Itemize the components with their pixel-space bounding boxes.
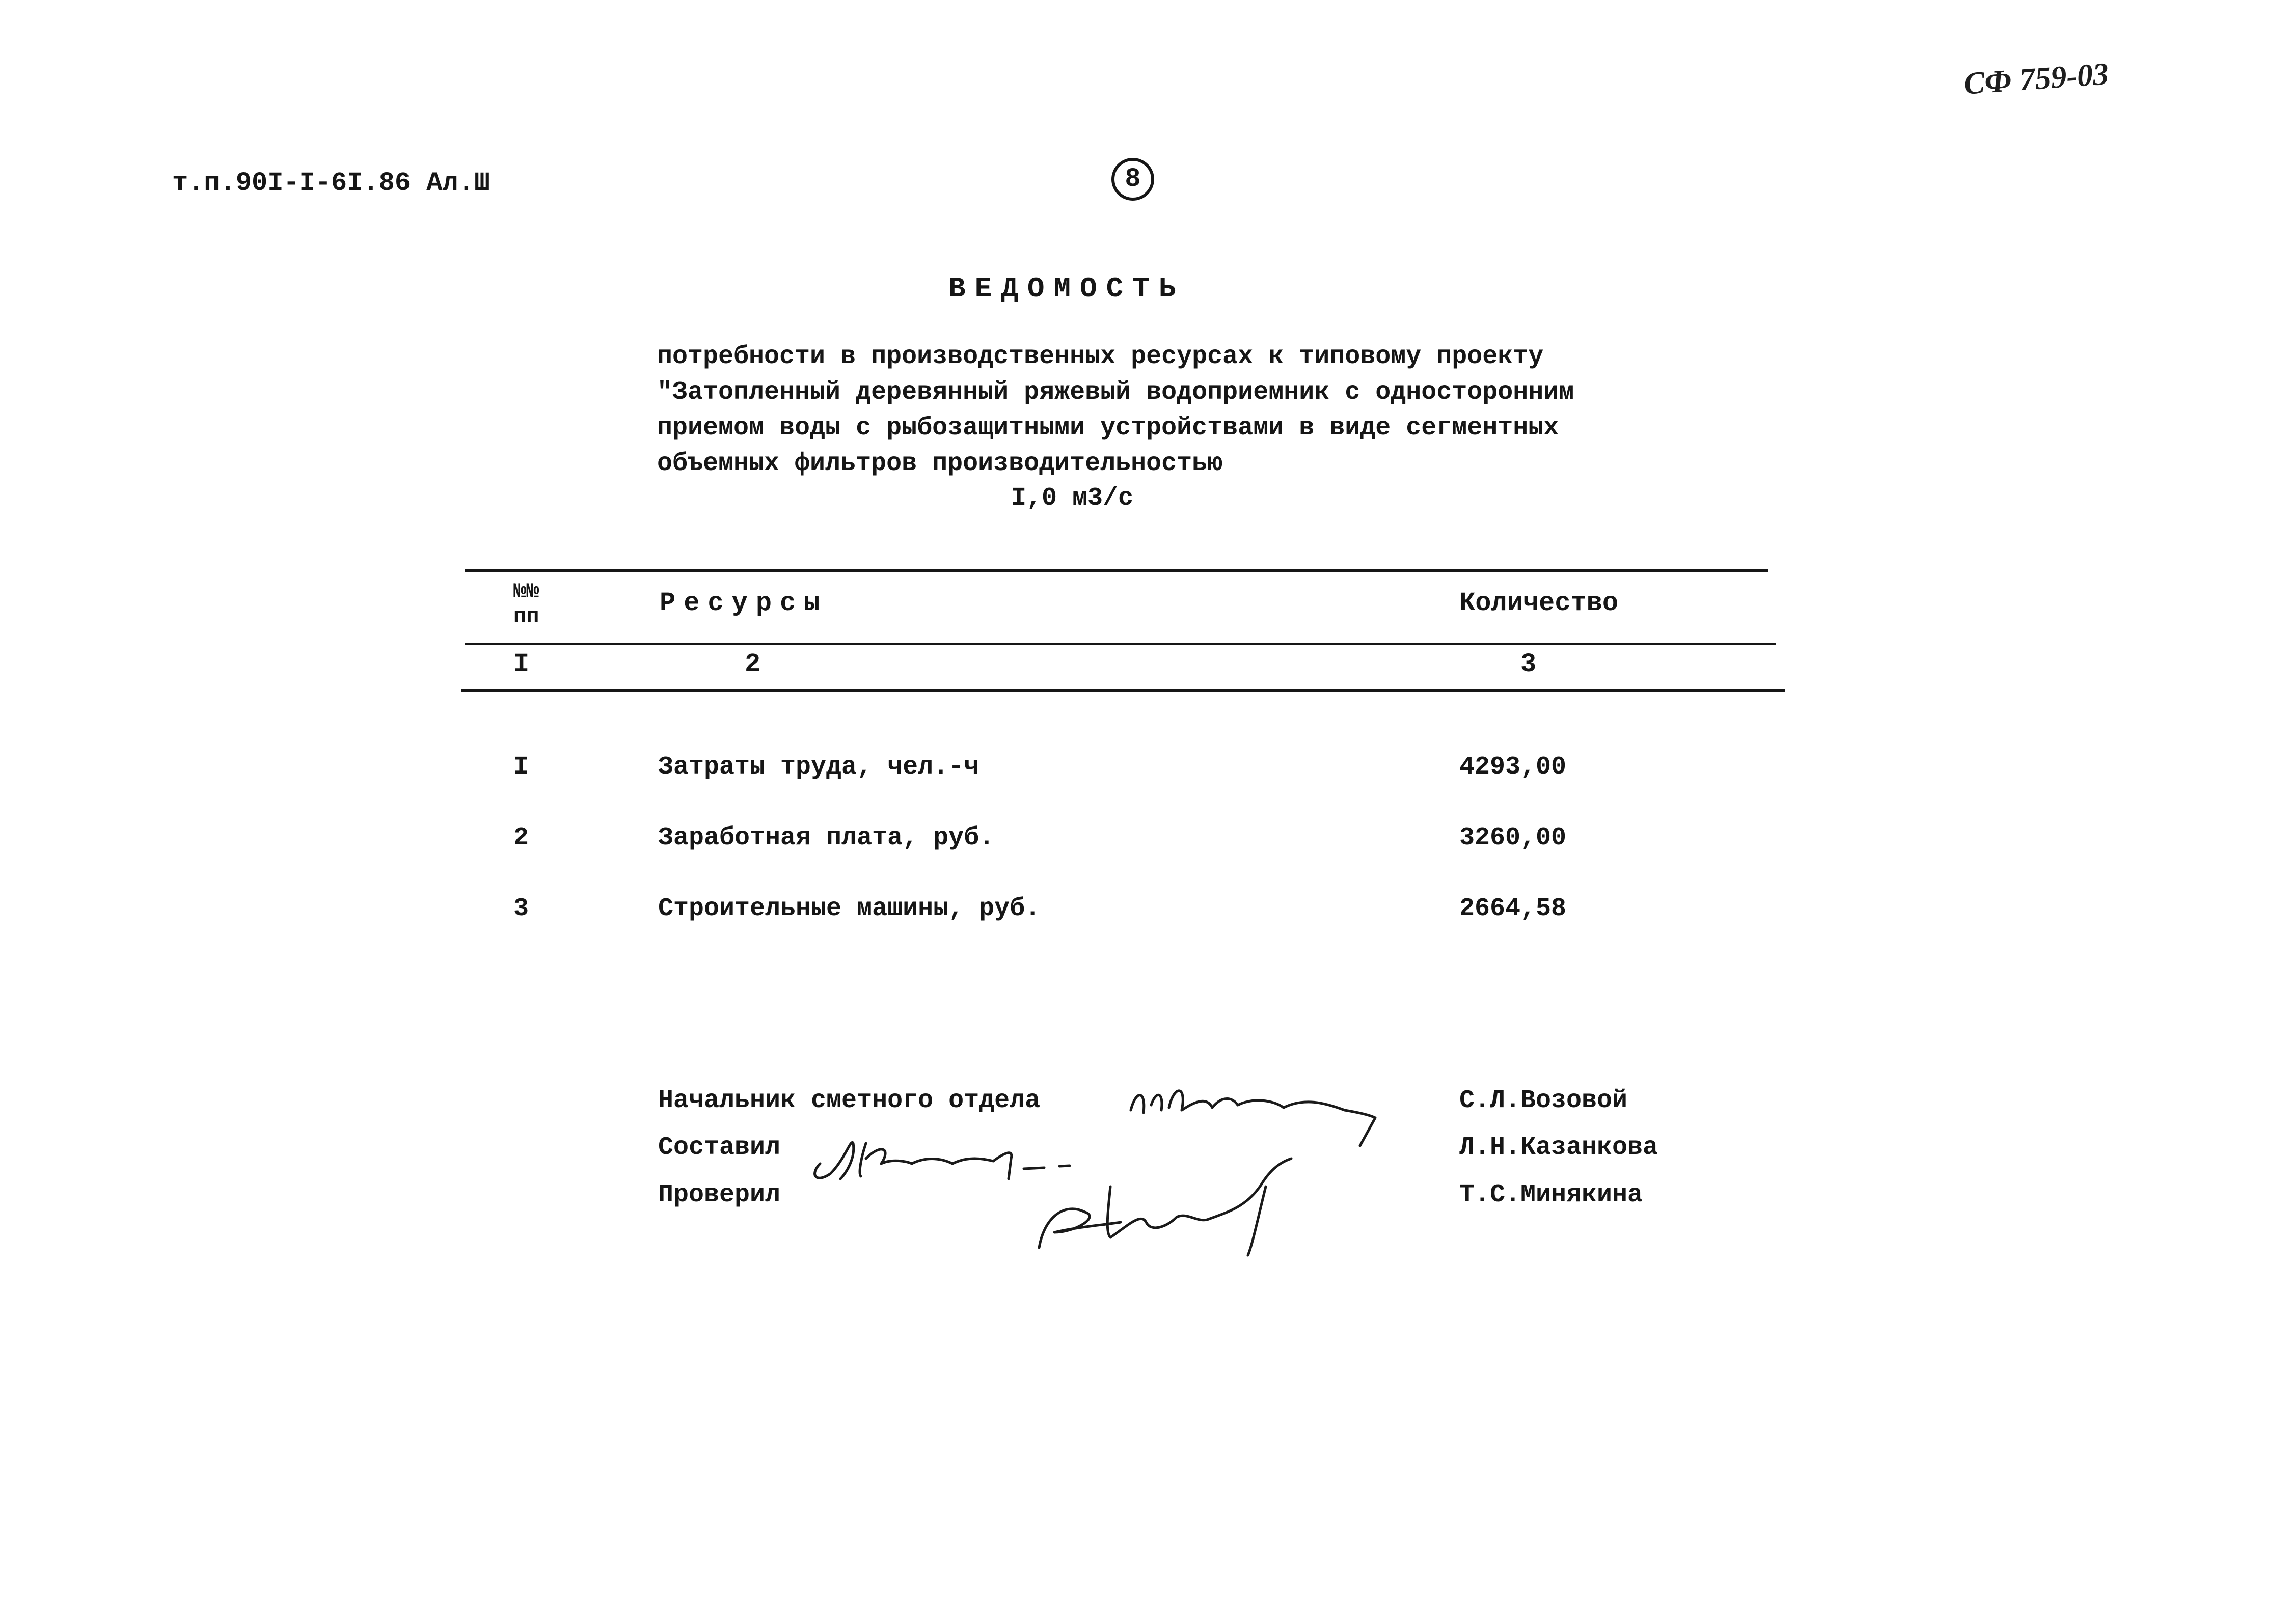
signature-role: Проверил <box>658 1180 781 1209</box>
signature-role: Составил <box>658 1133 781 1162</box>
column-number: 3 <box>1520 649 1537 679</box>
document-code: т.п.90I-I-6I.86 Ал.Ш <box>172 168 491 198</box>
row-quantity: 4293,00 <box>1459 753 1567 782</box>
subtitle-line: потребности в производственных ресурсах к типовому проекту <box>657 342 1544 371</box>
signature-head-of-department <box>1121 1069 1385 1151</box>
page-number: 8 <box>1111 158 1154 201</box>
document-title: ВЕДОМОСТЬ <box>948 272 1185 305</box>
subtitle-line: приемом воды с рыбозащитными устройствами в виде сегментных <box>657 414 1559 443</box>
header-resources: Ресурсы <box>660 588 828 618</box>
archive-code: СФ 759-03 <box>1962 57 2110 101</box>
column-number: I <box>513 649 530 679</box>
row-resource: Заработная плата, руб. <box>658 823 995 852</box>
signature-name: Т.С.Минякина <box>1459 1180 1643 1209</box>
signature-role: Начальник сметного отдела <box>658 1086 1041 1115</box>
subtitle-line: "Затопленный деревянный ряжевый водоприемник с односторонним <box>657 378 1574 407</box>
row-number: 3 <box>513 894 529 923</box>
row-quantity: 3260,00 <box>1459 823 1567 852</box>
header-num-line1: №№ <box>513 580 539 604</box>
signature-name: Л.Н.Казанкова <box>1459 1133 1658 1162</box>
signature-name: С.Л.Возовой <box>1459 1086 1628 1115</box>
row-number: 2 <box>513 823 529 852</box>
row-resource: Затраты труда, чел.-ч <box>658 753 979 782</box>
row-quantity: 2664,58 <box>1459 894 1567 923</box>
row-number: I <box>513 753 529 782</box>
header-quantity: Количество <box>1459 588 1619 618</box>
table-number-rule <box>461 689 1785 692</box>
table-top-rule <box>465 569 1768 572</box>
signature-checked-by <box>1034 1156 1309 1258</box>
table-header-rule <box>465 643 1776 645</box>
capacity-value: I,0 м3/с <box>1011 484 1134 513</box>
row-resource: Строительные машины, руб. <box>658 894 1041 923</box>
header-num-line2: пп <box>513 604 539 628</box>
subtitle-line: объемных фильтров производительностью <box>657 449 1223 478</box>
column-number: 2 <box>745 649 761 679</box>
